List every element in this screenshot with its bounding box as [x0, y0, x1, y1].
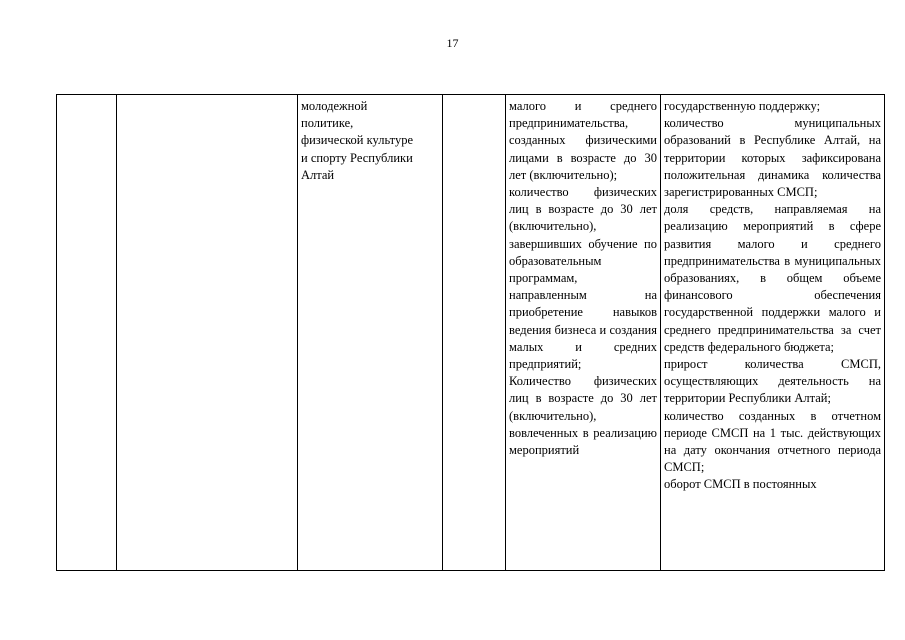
table-cell-period [443, 95, 506, 571]
table-cell-number [57, 95, 117, 571]
table-cell-program-indicators [661, 95, 885, 571]
indicators-text: малого и среднего предпринимательства, созданных физическими лицами в возрасте до 30 лет (включительно); количество физических лиц в возрасте до 30 лет (включительно), завершивших обучение по образовательным программам, направленным на приобретение навыков ведения бизнеса и создания малых и средних предприятий; Количество физических лиц в возрасте до 30 лет (включительно), вовлеченных в реализацию мероприятий [509, 99, 657, 458]
responsible-text: молодежной политике, физической культуре и спорту Республики Алтай [301, 99, 414, 182]
table-cell-responsible [298, 95, 443, 571]
program-indicators-text: государственную поддержку; количество муниципальных образований в Республике Алтай, на территории которых зафиксирована положительная динамика количества зарегистрированных СМСП; доля средств, направляемая на реализацию мероприятий в сфере развития малого и среднего предпринимательства в муниципальных образованиях, в общем объеме финансового обеспечения государственной поддержки малого и среднего предпринимательства за счет средств федерального бюджета; прирост количества СМСП, осуществляющих деятельность на территории Республики Алтай; количество созданных в отчетном периоде СМСП на 1 тыс. действующих на дату окончания отчетного периода СМСП; оборот СМСП в постоянных [664, 99, 881, 492]
program-table [56, 94, 885, 571]
page-number: 17 [446, 36, 459, 50]
table-cell-name [117, 95, 298, 571]
table-row [57, 95, 885, 571]
table-cell-indicators [506, 95, 661, 571]
